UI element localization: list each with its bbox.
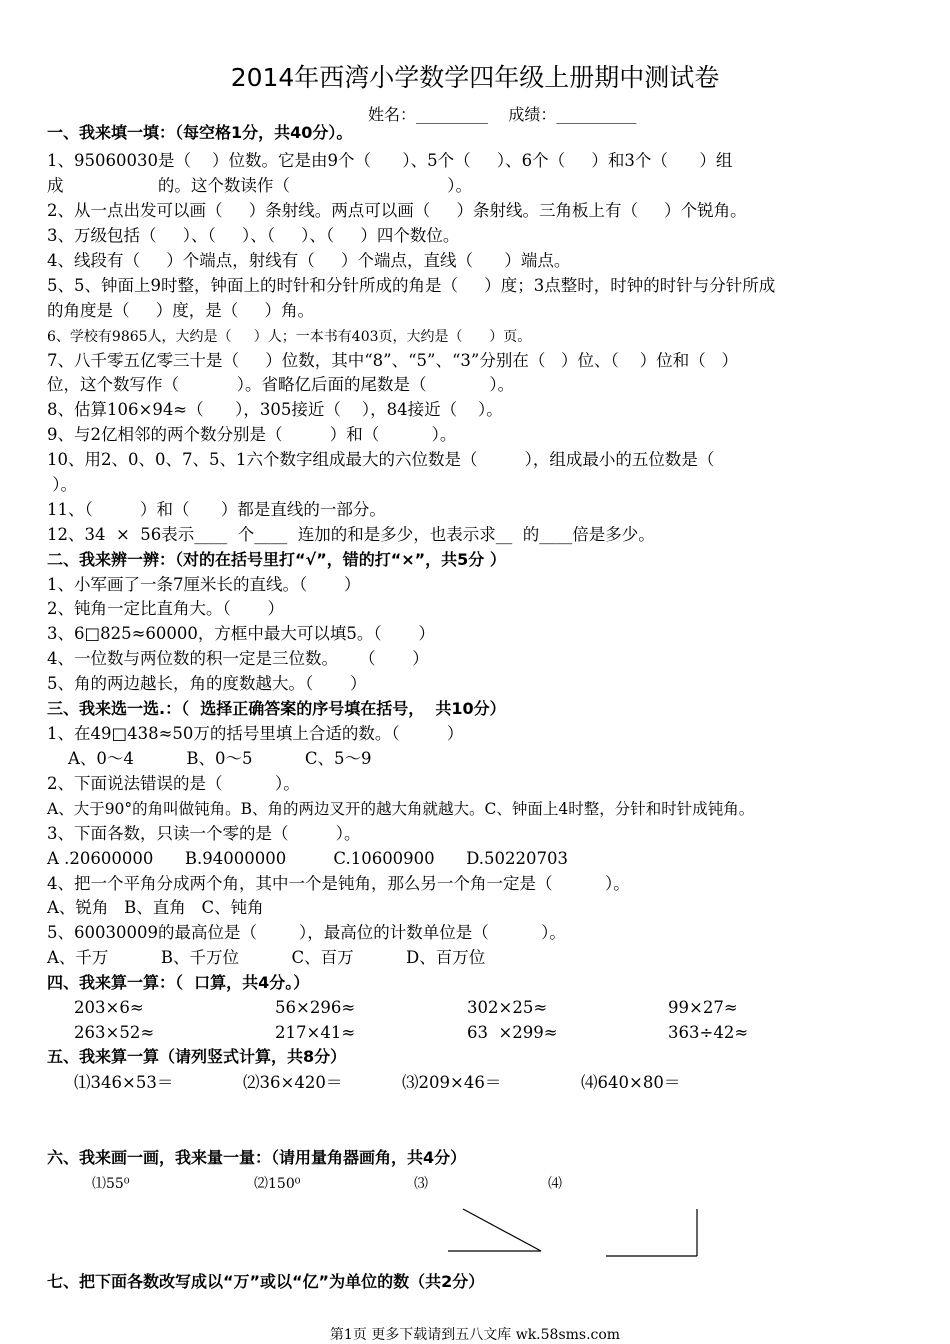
question-line: 1、95060030是（ ）位数。它是由9个（ ）、5个（ ）、6个（ ）和3个（ ）组: [47, 151, 733, 170]
vertical-calc-item: ⑷640×80＝: [581, 1073, 681, 1092]
angle-3-figure: [448, 1209, 541, 1251]
question-line: 7、八千零五亿零三十是（ ）位数，其中“8”、“5”、“3”分别在（ ）位、（ ）位和（ ）: [47, 351, 739, 370]
question-line: 位，这个数写作（ ）。省略亿后面的尾数是（ ）。: [47, 375, 515, 394]
question-line: 12、34 × 56表示____ 个____ 连加的和是多少，也表示求__ 的____倍是多少。: [47, 525, 655, 544]
angle-4-figure: [606, 1209, 697, 1256]
question-line: 4、一位数与两位数的积一定是三位数。 （ ）: [47, 649, 429, 668]
oral-item: 302×25≈: [467, 998, 548, 1017]
question-line: 2、下面说法错误的是（ ）。: [47, 774, 300, 793]
angle-item: ⑴55⁰: [92, 1176, 130, 1192]
question-line: 2、钝角一定比直角大。（ ）: [47, 599, 284, 618]
section-2-heading: 二、我来辨一辨：（对的在括号里打“√”，错的打“×”，共5分 ）: [47, 550, 506, 569]
section-7-heading: 七、把下面各数改写成以“万”或以“亿”为单位的数（共2分）: [47, 1272, 485, 1291]
question-line: 5、60030009的最高位是（ ），最高位的计数单位是（ ）。: [47, 923, 566, 942]
section-6-heading: 六、我来画一画，我来量一量：（请用量角器画角，共4分）: [47, 1148, 467, 1167]
vertical-calc-item: ⑴346×53＝: [74, 1073, 174, 1092]
question-line: 10、用2、0、0、7、5、1六个数字组成最大的六位数是（ ），组成最小的五位数是（: [47, 450, 715, 469]
section-5-heading: 五、我来算一算（请列竖式计算，共8分）: [47, 1047, 347, 1066]
page-title: 2014年西湾小学数学四年级上册期中测试卷: [230, 63, 720, 92]
section-3-heading: 三、我来选一选.：（ 选择正确答案的序号填在括号， 共10分）: [47, 699, 506, 718]
section-4-heading: 四、我来算一算：（ 口算，共4分。）: [47, 973, 310, 992]
question-line: 2、从一点出发可以画（ ）条射线。两点可以画（ ）条射线。三角板上有（ ）个锐角。: [47, 201, 747, 220]
question-line: 3、下面各数，只读一个零的是（ ）。: [47, 824, 361, 843]
oral-item: 363÷42≈: [668, 1023, 749, 1042]
question-line: A、锐角 B、直角 C、钝角: [47, 898, 264, 917]
oral-item: 63 ×299≈: [467, 1023, 558, 1042]
oral-item: 56×296≈: [275, 998, 356, 1017]
angle-item: ⑵150⁰: [254, 1176, 301, 1192]
question-line: 1、小军画了一条7厘米长的直线。（ ）: [47, 575, 361, 594]
section-1-heading: 一、我来填一填：（每空格1分，共40分）。: [47, 123, 353, 142]
vertical-calc-item: ⑵36×420＝: [243, 1073, 343, 1092]
vertical-calc-item: ⑶209×46＝: [402, 1073, 502, 1092]
angle-item: ⑶: [414, 1176, 428, 1192]
question-line: A、0～4 B、0～5 C、5～9: [47, 749, 372, 768]
angle-item: ⑷: [548, 1176, 562, 1192]
question-line: A .20600000 B.94000000 C.10600900 D.50220703: [47, 849, 569, 868]
question-line: 9、与2亿相邻的两个数分别是（ ）和（ ）。: [47, 425, 457, 444]
question-line: 5、5、钟面上9时整，钟面上的时针和分针所成的角是（ ）度；3点整时，时钟的时针与分针所成: [47, 276, 776, 295]
question-line: A、千万 B、千万位 C、百万 D、百万位: [47, 948, 486, 967]
page-footer: 第1页 更多下载请到五八文库 wk.58sms.com: [329, 1327, 621, 1343]
question-line: 4、把一个平角分成两个角，其中一个是钝角，那么另一个角一定是（ ）。: [47, 874, 630, 893]
oral-item: 99×27≈: [668, 998, 738, 1017]
question-line: 5、角的两边越长，角的度数越大。（ ）: [47, 674, 367, 693]
name-score-line: 姓名：_________ 成绩：__________: [368, 105, 637, 124]
question-line: 3、6□825≈60000，方框中最大可以填5。（ ）: [47, 624, 435, 643]
question-line: 成 的。这个数读作（ ）。: [47, 176, 473, 195]
question-line: 8、估算106×94≈（ ），305接近（ ），84接近（ ）。: [47, 400, 503, 419]
question-line: 的角度是（ ）度，是（ ）角。: [47, 301, 314, 320]
question-line: ）。: [47, 475, 77, 494]
oral-item: 217×41≈: [275, 1023, 356, 1042]
question-line: 6、学校有9865人，大约是（ ）人；一本书有403页，大约是（ ）页。: [47, 329, 532, 345]
question-line: 4、线段有（ ）个端点，射线有（ ）个端点，直线（ ）端点。: [47, 251, 571, 270]
oral-item: 203×6≈: [74, 998, 144, 1017]
question-line: 3、万级包括（ ）、（ ）、（ ）、（ ）四个数位。: [47, 226, 460, 245]
oral-item: 263×52≈: [74, 1023, 155, 1042]
question-line: A、大于90°的角叫做钝角。B、角的两边叉开的越大角就越大。C、钟面上4时整，分针和时针成钝角。: [47, 800, 755, 818]
question-line: 1、在49□438≈50万的括号里填上合适的数。（ ）: [47, 724, 464, 743]
question-line: 11、（ ）和（ ）都是直线的一部分。: [47, 500, 386, 519]
